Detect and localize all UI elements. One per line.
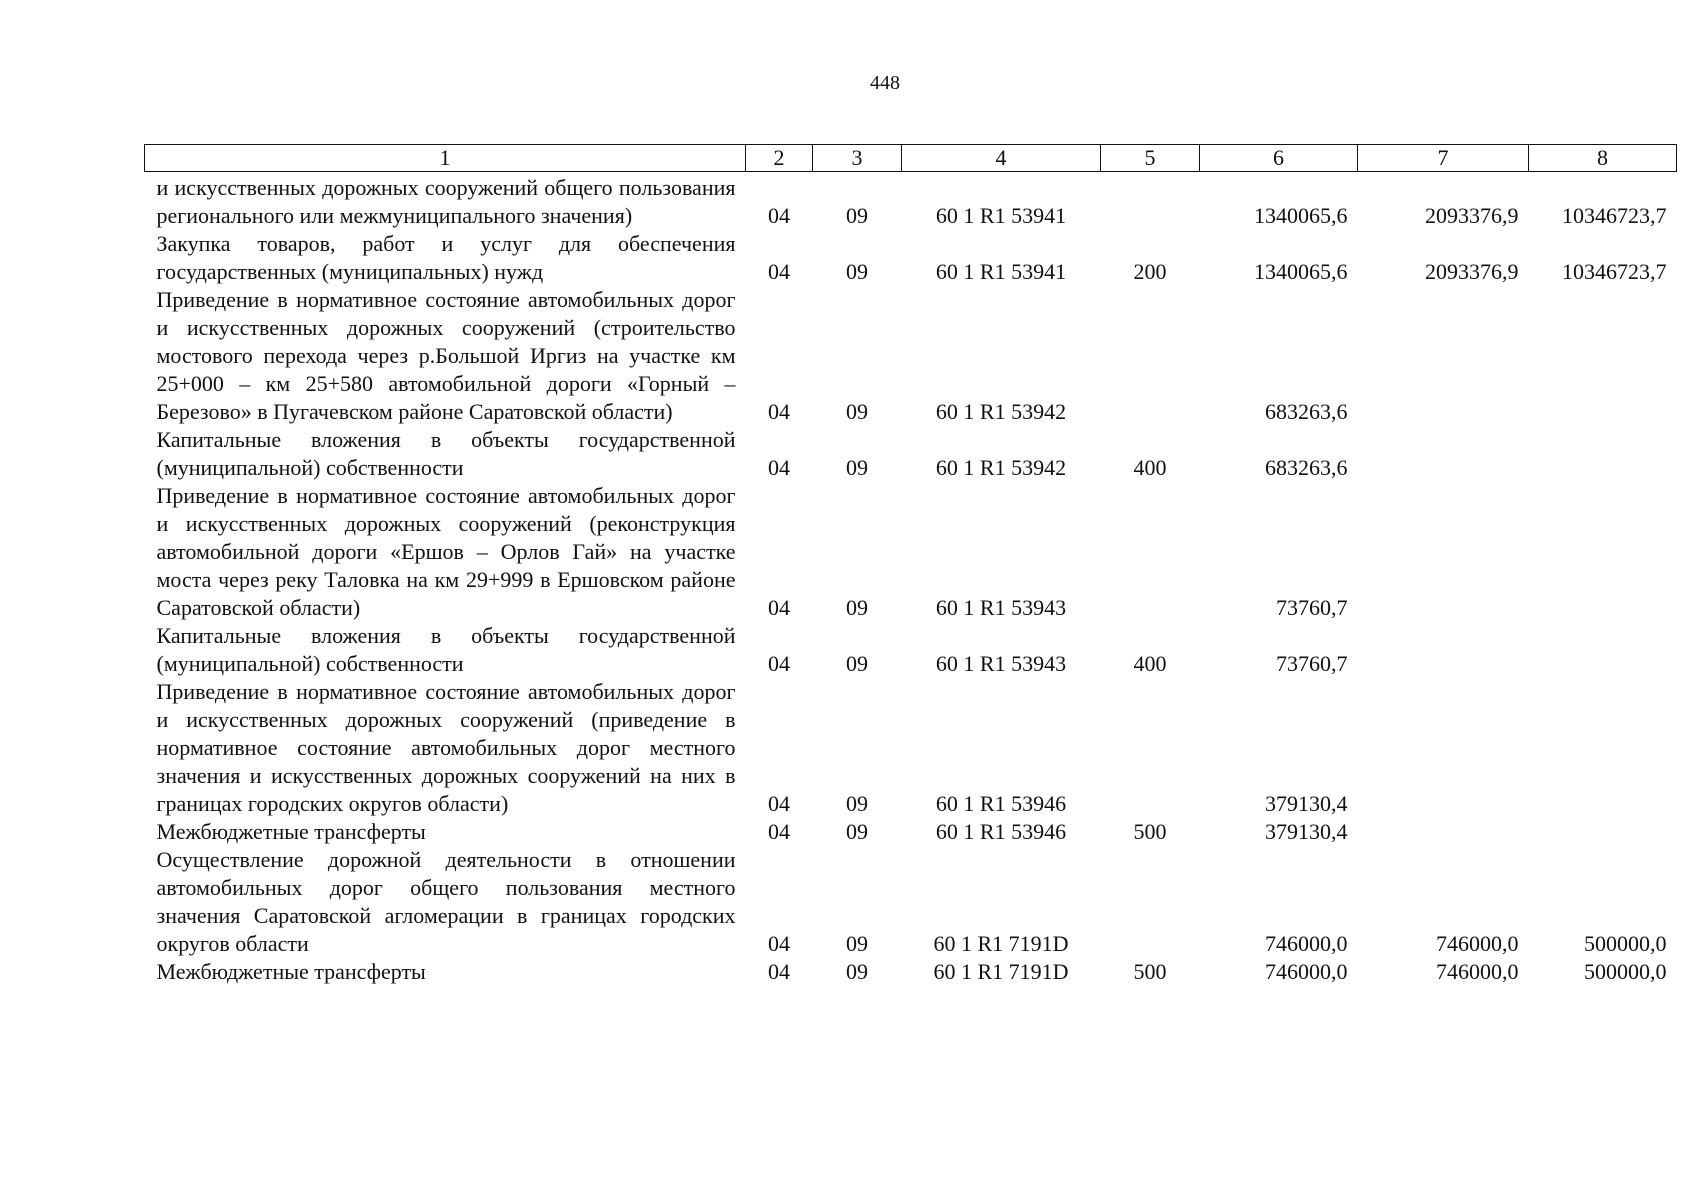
row-target-article: 60 1 R1 53946: [935, 819, 1067, 844]
row-subsection: 09: [846, 399, 868, 424]
row-section: 04: [768, 931, 790, 956]
budget-table: [144, 144, 1677, 986]
header-col-1: 1: [145, 145, 746, 172]
table-body: [145, 172, 1677, 987]
row-subsection: 09: [846, 931, 868, 956]
row-value-8: 10346723,7: [1562, 203, 1667, 228]
row-subsection: 09: [846, 595, 868, 620]
table-header: [145, 145, 1677, 172]
row-subsection: 09: [846, 455, 868, 480]
row-value-8: [1529, 286, 1677, 426]
row-value-8: [1529, 678, 1677, 818]
row-value-8: 10346723,7: [1562, 259, 1667, 284]
row-target-article: 60 1 R1 53943: [935, 595, 1067, 620]
row-expense-type: 400: [1133, 455, 1167, 480]
row-value-7: 2093376,9: [1425, 203, 1519, 228]
row-value-6: 683263,6: [1265, 455, 1348, 480]
row-target-article: 60 1 R1 53943: [935, 651, 1067, 676]
row-subsection: 09: [846, 959, 868, 984]
row-expense-type: 200: [1133, 259, 1167, 284]
row-name: Капитальные вложения в объекты государственной (муниципальной) собственности: [156, 427, 736, 480]
table-row: [145, 482, 1677, 622]
table-row: [145, 818, 1677, 846]
row-name: Межбюджетные трансферты: [156, 819, 426, 844]
row-value-6: 379130,4: [1265, 791, 1348, 816]
row-section: 04: [768, 399, 790, 424]
row-subsection: 09: [846, 259, 868, 284]
row-value-6: 746000,0: [1265, 959, 1348, 984]
row-value-8: [1529, 622, 1677, 678]
row-value-6: 73760,7: [1276, 651, 1348, 676]
row-value-8: [1529, 818, 1677, 846]
row-expense-type: 400: [1133, 651, 1167, 676]
row-subsection: 09: [846, 651, 868, 676]
row-value-6: 1340065,6: [1254, 203, 1348, 228]
row-value-8: [1529, 482, 1677, 622]
row-value-7: 746000,0: [1436, 931, 1519, 956]
row-target-article: 60 1 R1 53941: [935, 203, 1067, 228]
table-row: [145, 426, 1677, 482]
row-expense-type: [1101, 286, 1200, 426]
row-value-7: [1358, 286, 1529, 426]
row-section: 04: [768, 791, 790, 816]
row-value-7: 2093376,9: [1425, 259, 1519, 284]
row-section: 04: [768, 595, 790, 620]
row-name: Межбюджетные трансферты: [156, 959, 426, 984]
row-value-7: [1358, 426, 1529, 482]
row-value-6: 746000,0: [1265, 931, 1348, 956]
row-value-8: 500000,0: [1584, 959, 1667, 984]
row-section: 04: [768, 959, 790, 984]
table-row: [145, 286, 1677, 426]
row-name: и искусственных дорожных сооружений общего пользования регионального или межмуниципального значения): [156, 175, 736, 228]
row-target-article: 60 1 R1 53942: [935, 399, 1067, 424]
header-col-6: 6: [1200, 145, 1358, 172]
row-name: Приведение в нормативное состояние автомобильных дорог и искусственных дорожных сооружений (реконструкция автомобильной дороги «Ершов – Орлов Гай» на участке моста через реку Таловка на км 29+999 в Ершовском районе Саратовской области): [156, 483, 736, 620]
row-target-article: 60 1 R1 53946: [935, 791, 1067, 816]
row-expense-type: 500: [1133, 819, 1167, 844]
row-target-article: 60 1 R1 7191D: [933, 931, 1069, 956]
table-row: [145, 622, 1677, 678]
table-row: [145, 678, 1677, 818]
page-number: 448: [870, 72, 900, 94]
table-row: [145, 230, 1677, 286]
row-section: 04: [768, 455, 790, 480]
row-name: Капитальные вложения в объекты государственной (муниципальной) собственности: [156, 623, 736, 676]
row-target-article: 60 1 R1 7191D: [933, 959, 1069, 984]
header-col-2: 2: [746, 145, 813, 172]
row-section: 04: [768, 651, 790, 676]
row-section: 04: [768, 259, 790, 284]
row-expense-type: [1101, 678, 1200, 818]
row-value-7: 746000,0: [1436, 959, 1519, 984]
row-value-6: 683263,6: [1265, 399, 1348, 424]
header-col-5: 5: [1101, 145, 1200, 172]
row-expense-type: 500: [1133, 959, 1167, 984]
row-value-7: [1358, 818, 1529, 846]
row-expense-type: [1101, 172, 1200, 231]
row-name: Закупка товаров, работ и услуг для обеспечения государственных (муниципальных) нужд: [156, 231, 736, 284]
row-value-6: 73760,7: [1276, 595, 1348, 620]
table-row: [145, 958, 1677, 986]
table-row: [145, 172, 1677, 231]
row-section: 04: [768, 203, 790, 228]
row-value-6: 1340065,6: [1254, 259, 1348, 284]
row-value-7: [1358, 622, 1529, 678]
header-col-4: 4: [902, 145, 1101, 172]
row-expense-type: [1101, 846, 1200, 958]
header-col-3: 3: [813, 145, 902, 172]
row-subsection: 09: [846, 791, 868, 816]
header-col-7: 7: [1358, 145, 1529, 172]
row-value-8: [1529, 426, 1677, 482]
row-target-article: 60 1 R1 53942: [935, 455, 1067, 480]
row-value-7: [1358, 482, 1529, 622]
row-section: 04: [768, 819, 790, 844]
row-name: Приведение в нормативное состояние автомобильных дорог и искусственных дорожных сооружений (строительство мостового перехода через р.Большой Иргиз на участке км 25+000 – км 25+580 автомобильной дороги «Горный – Березово» в Пугачевском районе Саратовской области): [156, 287, 736, 424]
table-row: [145, 846, 1677, 958]
header-col-8: 8: [1529, 145, 1677, 172]
row-name: Осуществление дорожной деятельности в отношении автомобильных дорог общего пользования местного значения Саратовской агломерации в границах городских округов области: [156, 847, 736, 956]
row-subsection: 09: [846, 819, 868, 844]
header-row: [145, 145, 1677, 172]
row-value-6: 379130,4: [1265, 819, 1348, 844]
row-value-7: [1358, 678, 1529, 818]
row-expense-type: [1101, 482, 1200, 622]
row-name: Приведение в нормативное состояние автомобильных дорог и искусственных дорожных сооружений (приведение в нормативное состояние автомобильных дорог местного значения и искусственных дорожных сооружений на них в границах городских округов области): [156, 679, 736, 816]
row-subsection: 09: [846, 203, 868, 228]
row-target-article: 60 1 R1 53941: [935, 259, 1067, 284]
row-value-8: 500000,0: [1584, 931, 1667, 956]
